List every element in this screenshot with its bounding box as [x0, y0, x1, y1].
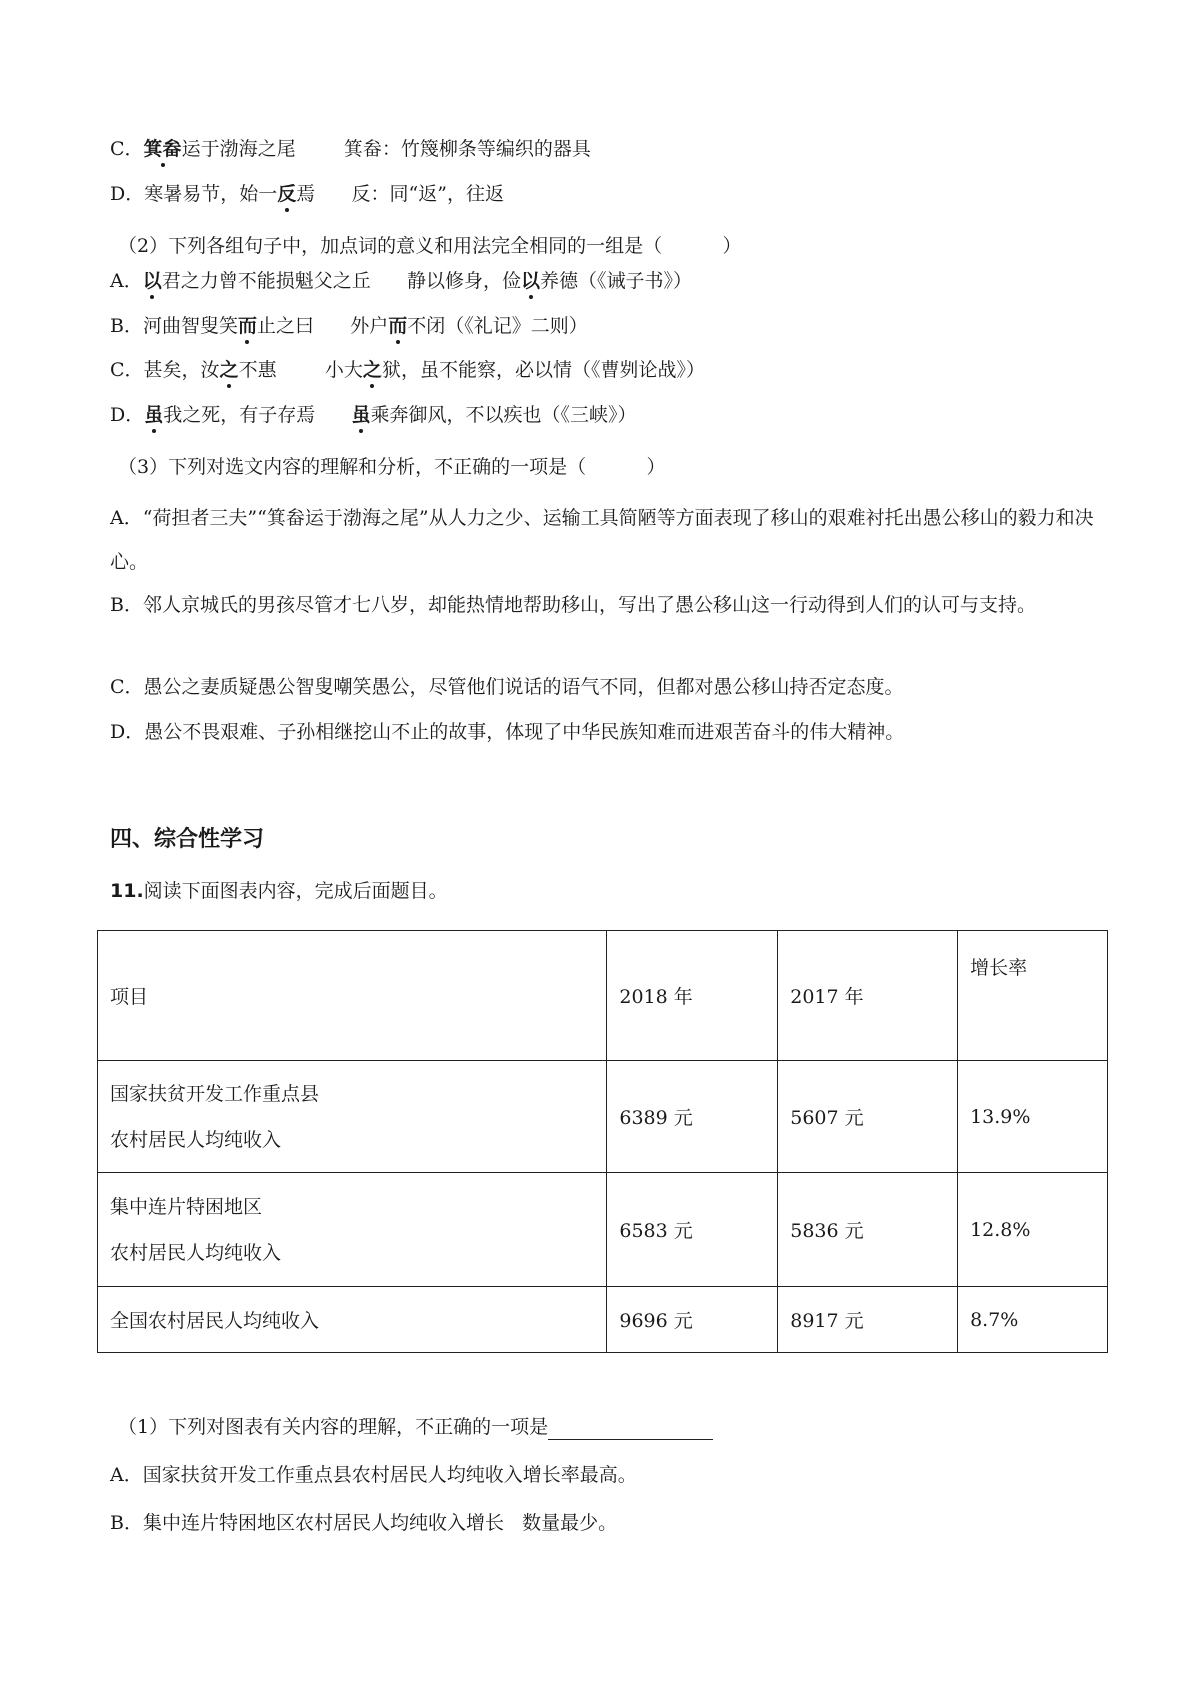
item-cell: 国家扶贫开发工作重点县 农村居民人均纯收入: [98, 1061, 607, 1173]
item-cell: 集中连片特困地区 农村居民人均纯收入: [98, 1173, 607, 1287]
header-cell: 2017 年: [778, 931, 958, 1061]
header-cell: 项目: [98, 931, 607, 1061]
item-cell: 全国农村居民人均纯收入: [98, 1287, 607, 1353]
q10-3-option-b: B．邻人京城氏的男孩尽管才七八岁，却能热情地帮助移山，写出了愚公移山这一行动得到人们的认可与支持。: [110, 594, 1036, 616]
income-table: [97, 930, 1108, 1353]
q10-3-option-c: C．愚公之妻质疑愚公智叟嘲笑愚公，尽管他们说话的语气不同，但都对愚公移山持否定态度。: [110, 676, 904, 698]
value-2017-cell: 5607 元: [778, 1061, 958, 1173]
dotted-word: 反: [277, 183, 297, 205]
q10-2-option-b: B．河曲智叟笑而止之曰 外户而不闭（《礼记》二则）: [110, 315, 588, 337]
growth-rate-cell: 12.8%: [958, 1173, 1108, 1287]
growth-rate-cell: 13.9%: [958, 1061, 1108, 1173]
q10-1-option-c: C．箕畚运于渤海之尾 箕畚：竹篾柳条等编织的器具: [110, 138, 591, 160]
header-cell: 2018 年: [607, 931, 778, 1061]
header-cell: 增长率: [958, 931, 1108, 1061]
q10-2-option-d: D．虽我之死，有子存焉 虽乘奔御风，不以疾也（《三峡》）: [110, 404, 637, 426]
q10-3-option-d: D．愚公不畏艰难、子孙相继挖山不止的故事，体现了中华民族知难而进艰苦奋斗的伟大精神。: [110, 721, 905, 743]
q11-stem: 11.阅读下面图表内容，完成后面题目。: [110, 880, 448, 902]
q10-2-option-a: A．以君之力曾不能损魁父之丘 静以修身，俭以养德（《诫子书》）: [110, 270, 693, 292]
value-2018-cell: 6583 元: [607, 1173, 778, 1287]
table-row: [98, 1061, 1108, 1173]
value-2017-cell: 5836 元: [778, 1173, 958, 1287]
dotted-word: 箕畚: [143, 138, 182, 160]
answer-blank[interactable]: [548, 1419, 713, 1440]
q11-1-option-a: A．国家扶贫开发工作重点县农村居民人均纯收入增长率最高。: [110, 1464, 637, 1486]
q10-3-option-a: A．“荷担者三夫”“箕畚运于渤海之尾”从人力之少、运输工具简陋等方面表现了移山的艰难衬托出愚公移山的毅力和决心。: [110, 507, 1094, 573]
q10-1-option-d: D．寒暑易节，始一反焉 反：同“返”，往返: [110, 183, 504, 205]
q10-2-stem: （2）下列各组句子中，加点词的意义和用法完全相同的一组是（ ）: [118, 235, 742, 257]
q11-1-stem: （1）下列对图表有关内容的理解，不正确的一项是: [118, 1414, 713, 1440]
table-row: [98, 1287, 1108, 1353]
q10-2-option-c: C．甚矣，汝之不惠 小大之狱，虽不能察，必以情（《曹刿论战》）: [110, 359, 705, 381]
table-row: [98, 1173, 1108, 1287]
q10-3-stem: （3）下列对选文内容的理解和分析，不正确的一项是（ ）: [118, 456, 666, 478]
value-2018-cell: 6389 元: [607, 1061, 778, 1173]
growth-rate-cell: 8.7%: [958, 1287, 1108, 1353]
value-2017-cell: 8917 元: [778, 1287, 958, 1353]
section-heading: 四、综合性学习: [110, 827, 265, 852]
value-2018-cell: 9696 元: [607, 1287, 778, 1353]
q11-1-option-b: B．集中连片特困地区农村居民人均纯收入增长 数量最少。: [110, 1512, 618, 1534]
question-number: 11.: [110, 880, 144, 902]
table-header-row: [98, 931, 1108, 1061]
